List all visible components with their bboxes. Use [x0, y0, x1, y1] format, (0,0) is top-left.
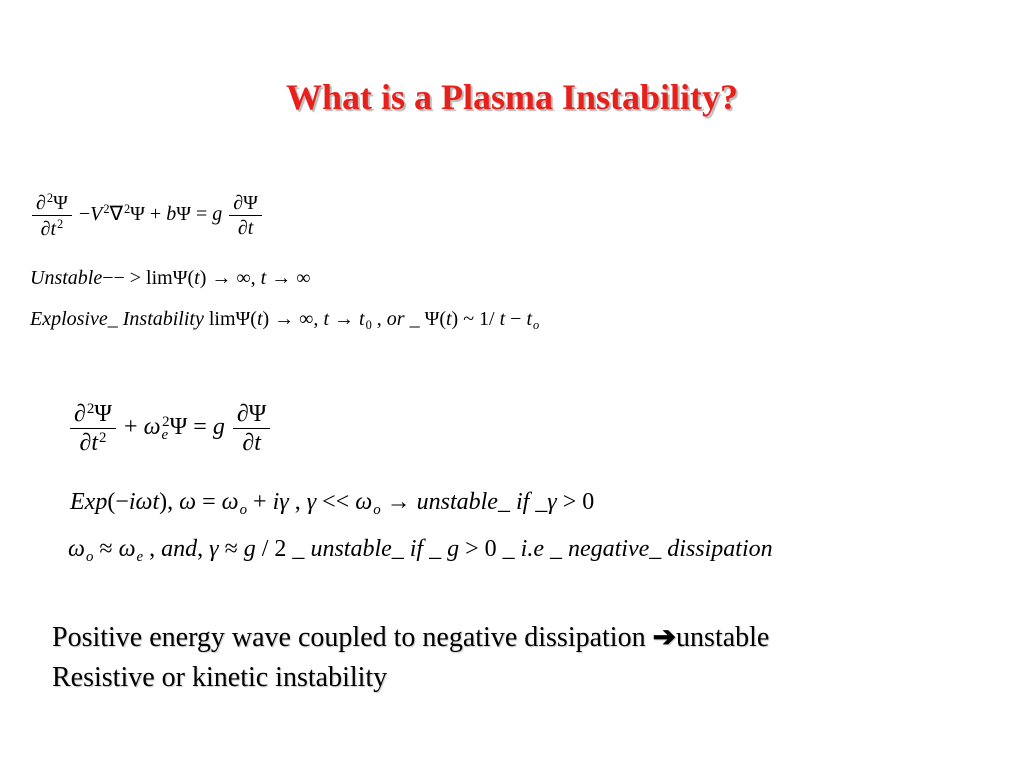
fraction-second-derivative [32, 192, 72, 239]
summary-line-2: Resistive or kinetic instability [52, 662, 388, 693]
slide-title: What is a Plasma Instability? [285, 77, 739, 117]
fraction-numerator: ∂$^2$Ψ [74, 401, 113, 428]
summary-text-before-arrow: Positive energy wave coupled to negative dissipation [52, 622, 653, 653]
equation-unstable: Unstable−− > limΨ(t) → ∞, t → ∞ [30, 267, 311, 289]
equation-middle: $-V^2\nabla^2\Psi + b\Psi = g$ [78, 202, 223, 225]
equation-wave [30, 192, 264, 239]
equation-oscillator [68, 402, 272, 455]
fraction-numerator: ∂Ψ [236, 401, 267, 428]
fraction-second-derivative [70, 402, 116, 455]
fraction-denominator: $\partial t^2$ [79, 430, 107, 457]
fraction-denominator: ∂t [237, 216, 254, 239]
fraction-numerator: ∂$^2$Ψ [36, 191, 68, 214]
fraction-first-derivative [229, 193, 262, 238]
summary-line-1 [52, 620, 769, 654]
summary-text-after-arrow: unstable [676, 622, 770, 653]
fraction-first-derivative [233, 402, 271, 455]
equation-middle: + $\omega_e^2\Psi = g$ [124, 414, 225, 444]
equation-explosive-instability: Explosive_ Instability limΨ(t) → ∞, $t \to t_0$ , or _ Ψ(t) ~ 1/ $t - t_o$ [30, 308, 540, 333]
fraction-denominator: ∂t [242, 430, 261, 457]
right-arrow-icon: ➔ [652, 622, 677, 653]
fraction-denominator: $\partial t^2$ [40, 216, 64, 240]
equation-exponential-growth: Exp(−iωt), $\omega = \omega_o + i\gamma$ , $\gamma << \omega_o$ → unstable_ if _γ > 0 [70, 489, 595, 519]
fraction-numerator: ∂Ψ [233, 191, 258, 214]
equation-negative-dissipation: $\omega_o \approx \omega_e$ , and, γ ≈ g / 2 _ unstable_ if _ g > 0 _ i.e _ negative_ dissipation [68, 536, 773, 566]
